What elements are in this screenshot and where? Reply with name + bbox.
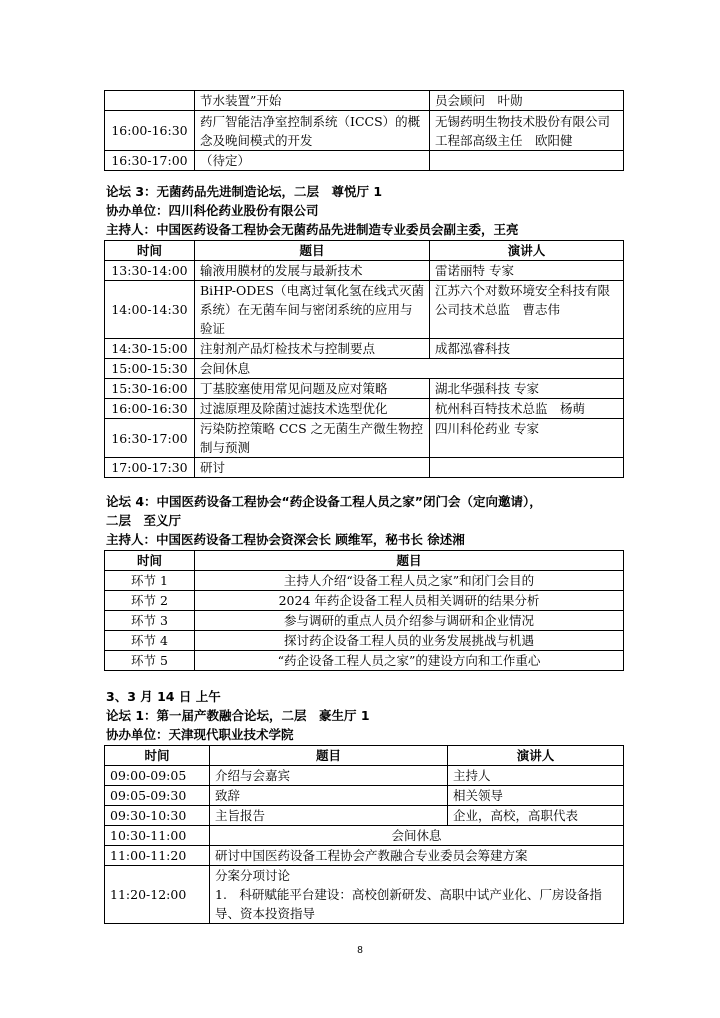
topic-cell: 主持人介绍“设备工程人员之家”和闭门会目的 [195,571,624,591]
header-speaker: 演讲人 [448,746,624,766]
forum4-title-line1: 论坛 4：中国医药设备工程协会“药企设备工程人员之家”闭门会（定向邀请）， [106,494,542,509]
speaker-cell [430,151,624,171]
topic-cell: “药企设备工程人员之家”的建设方向和工作重心 [195,651,624,671]
table-row [105,866,624,924]
time-cell: 09:05-09:30 [105,786,210,806]
topic-cell: 节水装置”开始 [195,91,430,111]
speaker-cell: 杭州科百特技术总监 杨萌 [430,399,624,419]
table-row [105,766,624,786]
header-topic: 题目 [195,241,430,261]
topic-cell: 污染防控策略 CCS 之无菌生产微生物控制与预测 [195,419,430,458]
speaker-cell: 四川科伦药业 专家 [430,419,624,458]
topic-cell: 丁基胶塞使用常见问题及应对策略 [195,379,430,399]
table-header-row [105,551,624,571]
table-row [105,631,624,651]
topic-cell: 参与调研的重点人员介绍参与调研和企业情况 [195,611,624,631]
time-cell [105,91,195,111]
forum3-host: 主持人：中国医药设备工程协会无菌药品先进制造专业委员会副主委，王亮 [106,222,519,237]
table-row [105,359,624,379]
topic-cell: 探讨药企设备工程人员的业务发展挑战与机遇 [195,631,624,651]
topic-cell: 研讨 [195,458,430,478]
time-cell: 环节 3 [105,611,195,631]
topic-cell: BiHP-ODES（电离过氧化氢在线式灭菌系统）在无菌车间与密闭系统的应用与验证 [195,281,430,339]
header-time: 时间 [105,551,195,571]
table-row [105,806,624,826]
table-row [105,339,624,359]
topic-cell: （待定） [195,151,430,171]
time-cell: 环节 4 [105,631,195,651]
forum1-co-organizer: 协办单位：天津现代职业技术学院 [106,727,294,742]
time-cell: 15:30-16:00 [105,379,195,399]
forum3-table [104,240,624,478]
table-header-row [105,241,624,261]
header-time: 时间 [105,746,210,766]
time-cell: 10:30-11:00 [105,826,210,846]
speaker-cell: 员会顾问 叶勋 [430,91,624,111]
table-row [105,91,624,111]
time-cell: 15:00-15:30 [105,359,195,379]
forum1-table [104,745,624,924]
time-cell: 13:30-14:00 [105,261,195,281]
header-topic: 题目 [210,746,448,766]
topic-cell: 致辞 [210,786,448,806]
time-cell: 11:20-12:00 [105,866,210,924]
table-row [105,846,624,866]
merged-topic-cell: 研讨中国医药设备工程协会产教融合专业委员会筹建方案 [210,846,624,866]
forum4-host: 主持人：中国医药设备工程协会资深会长 顾维军，秘书长 徐述湘 [106,532,465,547]
header-topic: 题目 [195,551,624,571]
table-row [105,281,624,339]
table-row [105,399,624,419]
merged-topic-cell [210,866,624,924]
speaker-cell: 相关领导 [448,786,624,806]
table-row [105,826,624,846]
speaker-cell: 主持人 [448,766,624,786]
forum4-title-line2: 二层 至义厅 [106,513,182,528]
forum4-table [104,550,624,671]
time-cell: 16:30-17:00 [105,419,195,458]
table-header-row [105,746,624,766]
forum1-title: 论坛 1：第一届产教融合论坛，二层 豪生厅 1 [106,708,370,723]
forum3-title: 论坛 3：无菌药品先进制造论坛，二层 尊悦厅 1 [106,184,383,199]
topic-cell: 会间休息 [195,359,624,379]
time-cell: 11:00-11:20 [105,846,210,866]
time-cell: 14:00-14:30 [105,281,195,339]
time-cell: 09:00-09:05 [105,766,210,786]
merged-topic-cell: 会间休息 [210,826,624,846]
speaker-cell: 成都泓睿科技 [430,339,624,359]
table-row [105,458,624,478]
table-row [105,111,624,151]
topic-cell: 输液用膜材的发展与最新技术 [195,261,430,281]
discussion-item: 1. 科研赋能平台建设：高校创新研发、高职中试产业化、厂房设备指导、资本投资指导 [215,887,602,921]
speaker-cell: 企业，高校，高职代表 [448,806,624,826]
time-cell: 16:00-16:30 [105,399,195,419]
speaker-cell: 江苏六个对数环境安全科技有限公司技术总监 曹志伟 [430,281,624,339]
time-cell: 16:30-17:00 [105,151,195,171]
discussion-heading: 分案分项讨论 [215,868,291,883]
topic-cell: 过滤原理及除菌过滤技术选型优化 [195,399,430,419]
table-row [105,611,624,631]
time-cell: 14:30-15:00 [105,339,195,359]
table-row [105,571,624,591]
page-number: 8 [357,945,363,956]
topic-cell: 药厂智能洁净室控制系统（ICCS）的概念及晚间模式的开发 [195,111,430,151]
header-time: 时间 [105,241,195,261]
speaker-cell: 湖北华强科技 专家 [430,379,624,399]
topic-cell: 2024 年药企设备工程人员相关调研的结果分析 [195,591,624,611]
speaker-cell: 雷诺丽特 专家 [430,261,624,281]
time-cell: 17:00-17:30 [105,458,195,478]
topic-cell: 注射剂产品灯检技术与控制要点 [195,339,430,359]
topic-cell: 介绍与会嘉宾 [210,766,448,786]
time-cell: 09:30-10:30 [105,806,210,826]
table-row [105,591,624,611]
table-row [105,419,624,458]
topic-cell: 主旨报告 [210,806,448,826]
time-cell: 16:00-16:30 [105,111,195,151]
table-row [105,379,624,399]
speaker-cell: 无锡药明生物技术股份有限公司工程部高级主任 欧阳健 [430,111,624,151]
forum3-co-organizer: 协办单位：四川科伦药业股份有限公司 [106,203,319,218]
header-speaker: 演讲人 [430,241,624,261]
table-row [105,151,624,171]
table-row [105,261,624,281]
time-cell: 环节 2 [105,591,195,611]
table-top-continuation [104,90,624,171]
time-cell: 环节 1 [105,571,195,591]
time-cell: 环节 5 [105,651,195,671]
day-heading: 3、3 月 14 日 上午 [106,689,221,704]
table-row [105,651,624,671]
table-row [105,786,624,806]
speaker-cell [430,458,624,478]
